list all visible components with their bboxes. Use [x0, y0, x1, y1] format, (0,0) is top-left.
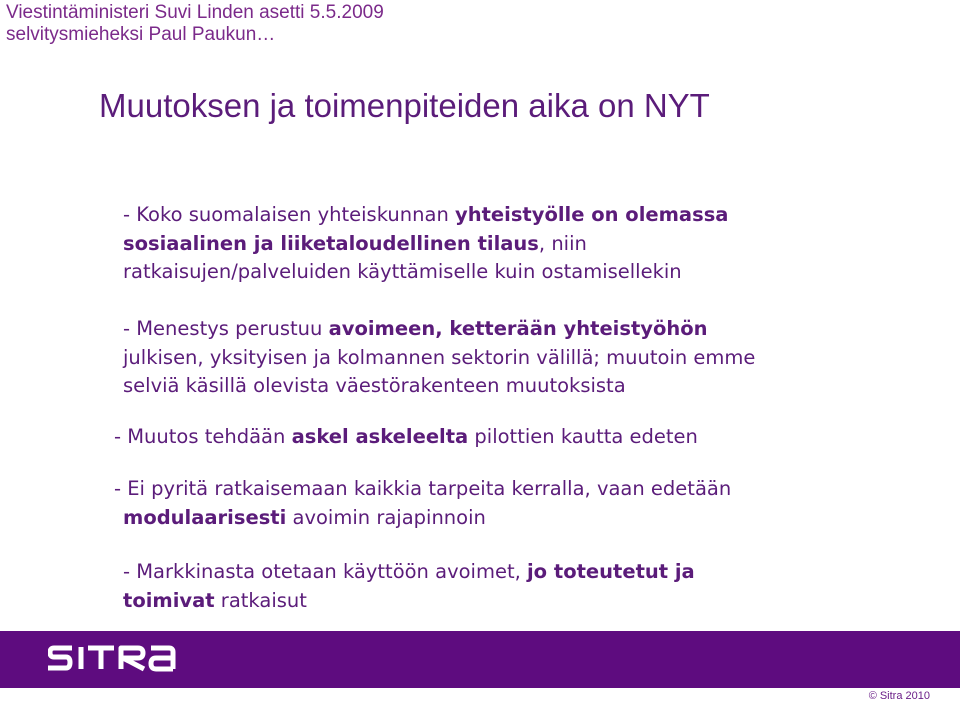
bullet-2-text-a: - Menestys perustuu	[123, 317, 329, 340]
bullet-4-line-1: - Ei pyritä ratkaisemaan kaikkia tarpeita kerralla, vaan edetään	[114, 477, 732, 500]
bullet-2	[123, 315, 755, 401]
bullet-2-line-2: julkisen, yksityisen ja kolmannen sektorin välillä; muutoin emme	[123, 345, 756, 369]
bullet-3-text-a: - Muutos tehdään	[114, 425, 292, 448]
bullet-4-bold: modulaarisesti	[123, 505, 287, 529]
bullet-4-text: avoimin rajapinnoin	[286, 505, 486, 529]
footer-band	[0, 631, 960, 688]
header-note	[6, 2, 384, 46]
bullet-5	[123, 558, 695, 615]
copyright-text: © Sitra 2010	[868, 690, 930, 702]
bullet-1-bold-a: yhteistyölle on olemassa	[455, 203, 729, 226]
bullet-5-line-2	[123, 587, 695, 616]
bullet-2-bold-a: avoimeen, ketterään yhteistyöhön	[328, 317, 708, 340]
header-note-line-1: Viestintäministeri Suvi Linden asetti 5.5.2009	[6, 2, 384, 23]
header-note-line-2: selvitysmieheksi Paul Paukun…	[6, 24, 276, 45]
bullet-1-text-a: - Koko suomalaisen yhteiskunnan	[123, 203, 455, 226]
bullet-1-line-1	[123, 201, 728, 230]
bullet-1	[123, 201, 728, 287]
bullet-3-text-b: pilottien kautta edeten	[468, 425, 698, 448]
bullet-3	[114, 423, 698, 452]
bullet-3-bold: askel askeleelta	[291, 425, 469, 448]
sitra-logo	[48, 644, 176, 672]
bullet-5-bold-a: jo toteutetut ja	[527, 560, 695, 583]
bullet-3-line-1	[114, 423, 698, 452]
bullet-5-text-a: - Markkinasta otetaan käyttöön avoimet,	[123, 560, 527, 583]
bullet-5-bold-b: toimivat	[123, 588, 215, 612]
bullet-1-text-b: , niin	[538, 231, 587, 255]
slide-title: Muutoksen ja toimenpiteiden aika on NYT	[99, 87, 710, 124]
bullet-4	[114, 475, 731, 532]
bullet-1-line-2	[123, 230, 728, 259]
bullet-4-line-2	[114, 504, 731, 533]
bullet-2-line-1	[123, 315, 755, 344]
bullet-1-bold-b: sosiaalinen ja liiketaloudellinen tilaus	[123, 231, 539, 255]
bullet-5-line-1	[123, 558, 695, 587]
bullet-1-line-3: ratkaisujen/palveluiden käyttämiselle kuin ostamisellekin	[123, 260, 682, 283]
bullet-5-text-b: ratkaisut	[214, 588, 307, 612]
bullet-2-line-3: selviä käsillä olevista väestörakenteen muutoksista	[123, 374, 626, 397]
